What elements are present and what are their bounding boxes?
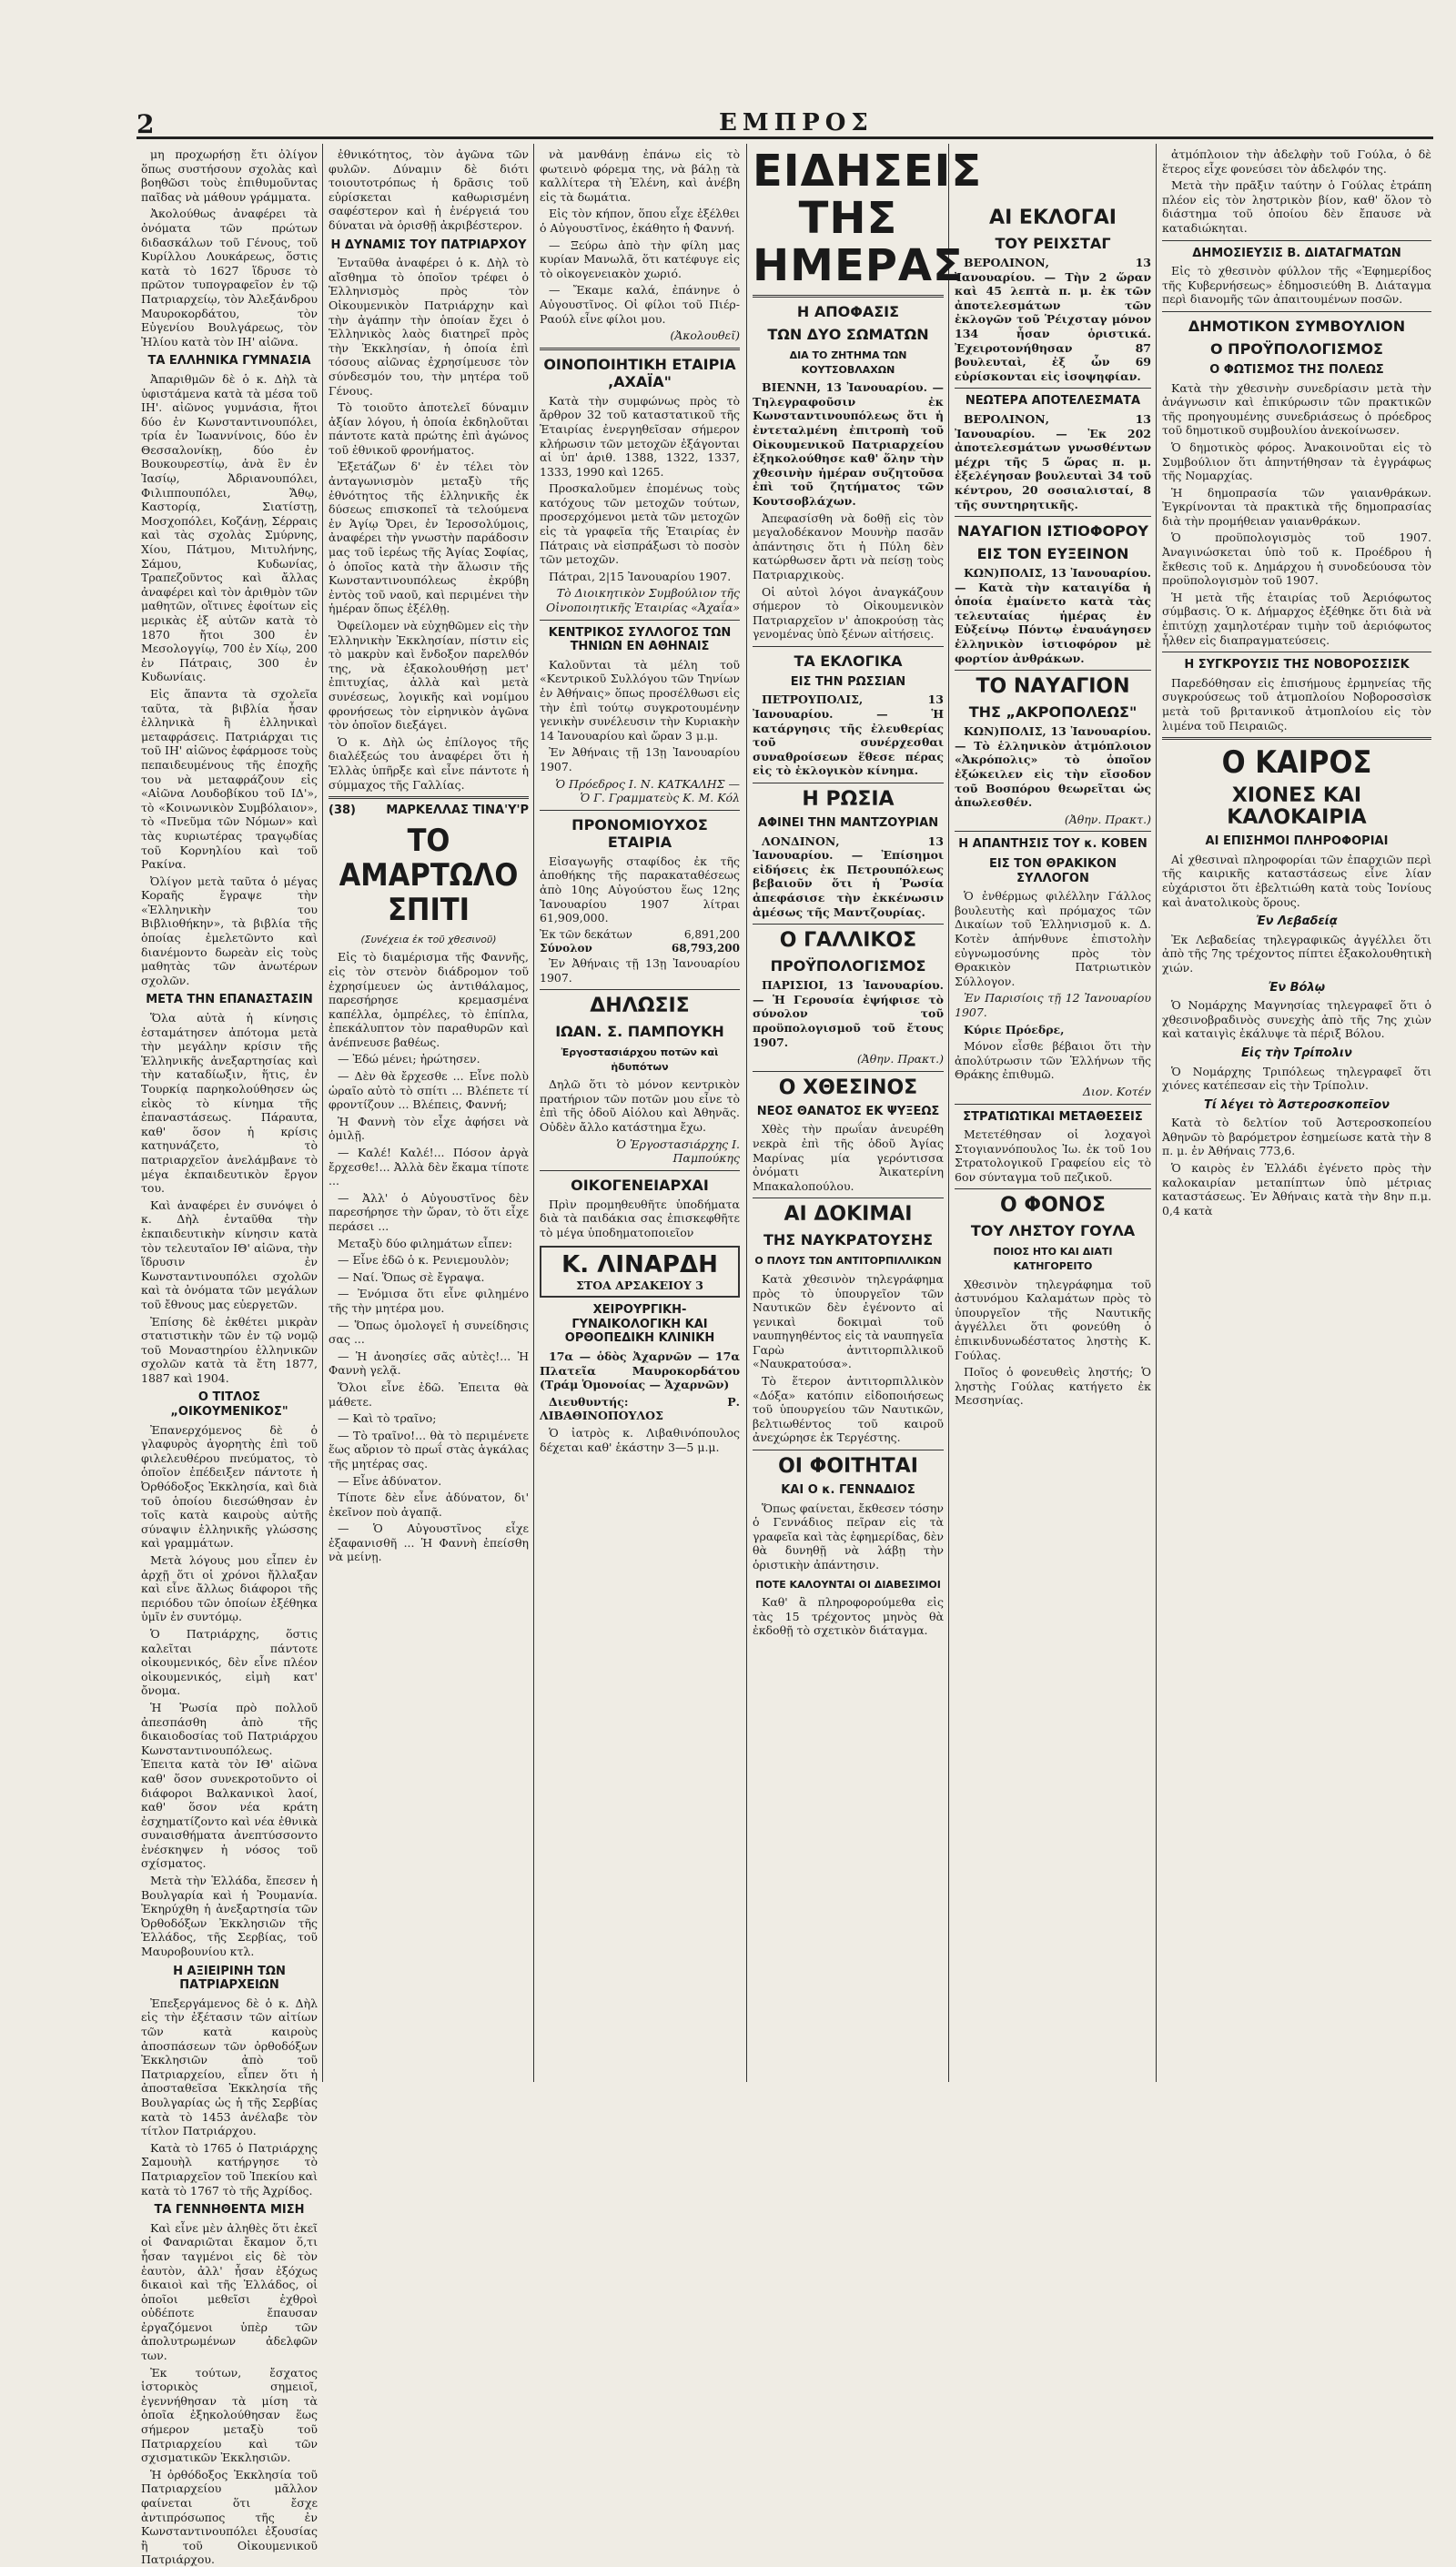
- section-heading: ΜΕΤΑ ΤΗΝ ΕΠΑΝΑΣΤΑΣΙΝ: [146, 993, 313, 1007]
- notice-heading: ΟΙΝΟΠΟΙΗΤΙΚΗ ΕΤΑΙΡΙΑ ,ΑΧΑΪΑ": [543, 355, 736, 390]
- paragraph: Εἰς τὸ διαμέρισμα τῆς Φαννῆς, εἰς τὸν στενὸν διάδρομον τοῦ ἐχρησίμευεν ὡς ἀντιθάλαμος, παρεσήρησε κρεμασμένα καπέλλα, ὀμπρέλες, τὸ ἐπίπλα, ἐπεκάλυπτον τὸν παραθυρῶν καὶ ἀνέπνευσε βαθέως.: [329, 950, 529, 1049]
- paragraph: Καὶ ἀναφέρει ἐν συνόψει ὁ κ. Δὴλ ἐνταῦθα τὴν ἐκπαιδευτικὴν κίνησιν κατὰ τὸν τελευταῖον ΙΘ' αἰῶνα, τὴν ἵδρυσιν ἐν Κωνσταντινουπόλει σχολῶν καὶ τὰ ὀνόματα τῶν μεγάλων τοῦ ἔθνους μας εὐεργετῶν.: [141, 1198, 318, 1311]
- paragraph: ΒΕΡΟΛΙΝΟΝ, 13 Ἰανουαρίου. — Τὴν 2 ὥραν καὶ 45 λεπτὰ π. μ. ἐκ τῶν ἀποτελεσμάτων τῶν ἐκλογῶν τοῦ Ῥέιχσταγ μόνον 134 ἦσαν ὁριστικά. Ἐχειροτονήθησαν 87 βουλευταὶ, ἐξ ὧν 69 εὐρίσκονται εἰς ἰσοψηφίαν.: [955, 256, 1151, 383]
- paragraph: — Εἶνε ἐδῶ ὁ κ. Ρενιεμουλὸν;: [338, 1253, 510, 1268]
- masthead-rule: [136, 136, 1433, 139]
- paragraph: Ἐπεξεργάμενος δὲ ὁ κ. Δὴλ εἰς τὴν ἐξέτασιν τῶν αἰτίων τῶν κατὰ καιροὺς ἀποσπάσεων τῶν ὀρθοδόξων Ἐκκλησιῶν ἀπὸ τοῦ Πατριαρχείου, εἶπεν ὅτι ἡ ἀποσταθεῖσα Ἐκκλησία τῆς Βουλγαρίας ὡς ἡ τῆς Σερβίας κατὰ τὸ 1453 ἀνέλαβε τὸν τίτλον Πατριάρχου.: [141, 1996, 318, 2138]
- column-3: [535, 147, 744, 2077]
- paragraph: Ἡ δημοπρασία τῶν γαιανθράκων. Ἐγκρίνονται τὰ πρακτικὰ τῆς δημοπρασίας διὰ τὴν προμήθειαν γαιανθράκων.: [1162, 485, 1431, 528]
- news-heading: ΤΟ ΝΑΥΑΓΙΟΝ: [976, 675, 1130, 699]
- paragraph: Ἐκ Λεβαδείας τηλεγραφικῶς ἀγγέλλει ὅτι ἀπὸ τῆς 7ης τρέχοντος πίπτει ἐξακολουθητικὴ χιών.: [1162, 932, 1431, 975]
- paragraph: Εἰς τὸν κήπον, ὅπου εἶχε ἐξέλθει ὁ Αὐγουστῖνος, ἐκάθητο ἡ Φαννή.: [540, 207, 740, 235]
- paragraph: Ἀκολούθως ἀναφέρει τὰ ὀνόματα τῶν πρώτων διδασκάλων τοῦ Γένους, τοῦ Κυρίλλου Λουκάρεως, ὅστις κατὰ τὸ 1627 ἵδρυσε τὸ πρῶτον τυπογραφεῖον ἐν τῷ Πατριαρχείῳ, τὸν Ἀλεξάνδρου Μαυροκορδάτου, τὸν Εὐγενίου Βουλγάρεως, τὸν Ἠλίου κατὰ τὸν ΙΗ' αἰῶνα.: [141, 207, 318, 349]
- section-rule: [955, 1104, 1151, 1105]
- paragraph: ἀτμόπλοιον τὴν ἀδελφὴν τοῦ Γούλα, ὁ δὲ ἕτερος εἶχε φονεύσει τὸν ἀδελφόν της.: [1162, 147, 1431, 176]
- news-subheading: ΤΗΣ „ΑΚΡΟΠΟΛΕΩΣ": [968, 703, 1138, 722]
- news-subheading: ΤΟΥ ΡΕΙΧΣΤΑΓ: [995, 235, 1111, 252]
- masthead: [136, 109, 1438, 139]
- paragraph: Οἱ αὐτοὶ λόγοι ἀναγκάζουν σήμερον τὸ Οἰκουμενικὸν Πατριαρχεῖον ν' ἀποκρούσῃ τὰς γενομένας ὑπὸ ξένων αἰτήσεις.: [753, 584, 944, 642]
- paragraph: — Καλέ! Καλέ!... Πόσον ἀργὰ ἔρχεσθε!... Ἀλλὰ δὲν ἔκαμα τίποτε ...: [329, 1146, 529, 1188]
- paragraph: Κατὰ τὴν χθεσινὴν συνεδρίασιν μετὰ τὴν ἀνάγνωσιν καὶ ἐπικύρωσιν τῶν πρακτικῶν τῆς προηγουμένης συνεδριάσεως ὁ πρόεδρος τοῦ δημοτικοῦ συμβουλίου ἀνεκοίνωσεν.: [1162, 380, 1431, 438]
- signature: Διον. Κοτέν: [1082, 1084, 1151, 1098]
- figures-table: [540, 928, 740, 956]
- paragraph: Ἐν Παρισίοις τῇ 12 Ἰανουαρίου 1907.: [955, 991, 1151, 1019]
- section-rule: [753, 924, 944, 925]
- news-subheading: ΔΙΑ ΤΟ ΖΗΤΗΜΑ ΤΩΝ ΚΟΥΤΣΟΒΛΑΧΩΝ: [789, 349, 907, 376]
- news-subheading: Ἐν Λεβαδείᾳ: [1256, 915, 1338, 929]
- news-subheading: ΚΑΙ Ο κ. ΓΕΝΝΑΔΙΟΣ: [781, 1483, 915, 1498]
- column-divider: [322, 144, 323, 2082]
- serial-title: ΤΟ ΑΜΑΡΤΩΛΟ ΣΠΙΤΙ: [339, 822, 519, 928]
- news-heading: Ο ΧΘΕΣΙΝΟΣ: [778, 1076, 918, 1099]
- section-heading: Ο ΤΙΤΛΟΣ „ΟΙΚΟΥΜΕΝΙΚΟΣ": [170, 1390, 288, 1420]
- column-divider: [1156, 144, 1157, 2082]
- news-subheading: Ἐν Βόλῳ: [1268, 980, 1326, 995]
- news-subheading: ΑΙ ΕΠΙΣΗΜΟΙ ΠΛΗΡΟΦΟΡΙΑΙ: [1205, 834, 1389, 849]
- paragraph: — Ἐνόμισα ὅτι εἶνε φιλημένο τῆς τὴν μητέρα μου.: [329, 1287, 529, 1315]
- paragraph: Ἐνταῦθα ἀναφέρει ὁ κ. Δὴλ τὸ αἴσθημα τὸ ὁποῖον τρέφει ὁ Ἑλληνισμὸς πρὸς τὸν Οἰκουμενικὸν Πατριάρχην καὶ τὴν ἀγάπην τὴν ὁποίαν ἔχει ὁ Ἑλληνικὸς λαὸς διατηρεῖ πρὸς τὴν Ἐκκλησίαν, ἡ ὁποία ἐπὶ τόσους αἰῶνας ἐχρησίμευσε τὸν σύνδεσμόν του, τὴν μητέρα τοῦ Γένους.: [329, 256, 529, 398]
- paragraph: Ἡ μετὰ τῆς ἑταιρίας τοῦ Ἀεριόφωτος σύμβασις. Ὁ κ. Δήμαρχος ἐξέθηκε ὅτι διὰ νὰ ἐπιτύχῃ χαμηλοτέραν τιμὴν τοῦ ἀεριόφωτος ἦλθεν εἰς διαπραγματεύσεις.: [1162, 590, 1431, 647]
- serial-subtitle: (Συνέχεια ἐκ τοῦ χθεσινοῦ): [360, 933, 497, 945]
- paragraph: Μόνον εἶσθε βέβαιοι ὅτι τὴν ἀπολύτρωσιν τῶν Ἑλλήνων τῆς Θράκης ἐπιθυμῶ.: [955, 1039, 1151, 1082]
- paragraph: νὰ μανθάνῃ ἐπάνω εἰς τὸ φωτεινὸ φόρεμα της, νὰ βάλῃ τὰ καλλίτερα τὴ Ἑλένη, καὶ ἀνέβη εἰς τὰ δωμάτια.: [540, 147, 740, 204]
- paragraph: Ἐν Ἀθήναις τῇ 13ῃ Ἰανουαρίου 1907.: [540, 745, 740, 773]
- section-rule: [540, 810, 740, 811]
- paragraph: Ὁ Πατριάρχης, ὅστις καλεῖται πάντοτε οἰκουμενικός, δὲν εἶνε πλέον οἰκουμενικός, εἰμὴ κατ' ὄνομα.: [141, 1626, 318, 1698]
- paragraph: Ἐν Ἀθήναις τῇ 13ῃ Ἰανουαρίου 1907.: [540, 955, 740, 985]
- paragraph: Ἐξετάζων δ' ἐν τέλει τὸν ἀνταγωνισμὸν μεταξὺ τῆς ἐθνότητος τῆς ἑλληνικῆς ἐκ δύσεως επισκοπεῖ τὰ τελούμενα ἐν Ἁγίῳ Ὄρει, ἐν Ἱεροσολύμοις, ἀναφέρει τὴν γνωστὴν παράδοσιν μας τοῦ ἱερέως τῆς Ἁγίας Σοφίας, ὁ ὁποῖος κατὰ τὴν ἅλωσιν τῆς Κωνσταντινουπόλεως ἐκρύβη ἐντὸς τοῦ ναοῦ, καὶ περιμένει τὴν ἡμέραν ὅπως ἐξέλθῃ.: [329, 460, 529, 616]
- section-rule: [753, 646, 944, 647]
- paragraph: Ἐκ τούτων, ἔσχατος ἱστορικὸς σημειοῖ, ἐγεννήθησαν τὰ μίση τὰ ὁποῖα ἐξηκολούθησαν ἕως σήμερον μεταξὺ τοῦ Πατριαρχείου καὶ τῶν σχισματικῶν Ἐκκλησιῶν.: [141, 2365, 318, 2465]
- paragraph: Μετὰ τὴν Ἑλλάδα, ἔπεσεν ἡ Βουλγαρία καὶ ἡ Ῥουμανία. Ἐκηρύχθη ἡ ἀνεξαρτησία τῶν Ὀρθοδόξων Ἐκκλησιῶν τῆς Ἑλλάδος, τῆς Σερβίας, τοῦ Μαυροβουνίου κτλ.: [141, 1874, 318, 1959]
- paragraph: Μεταξὺ δύο φιλημάτων εἶπεν:: [338, 1236, 512, 1250]
- column-1: [136, 147, 322, 2567]
- section-heading: ΤΑ ΕΛΛΗΝΙΚΑ ΓΥΜΝΑΣΙΑ: [147, 354, 311, 369]
- column-divider: [948, 144, 949, 2082]
- paragraph: ἐθνικότητος, τὸν ἀγῶνα τῶν φυλῶν. Δύναμιν δὲ διότι τοιουτοτρόπως ἡ δρᾶσις τοῦ εὑρίσκεται καθωρισμένη σαφέστερον καὶ ἡ ἐνέργειά του δύναται νὰ ὁρισθῇ ἀκριβέστερον.: [329, 147, 529, 232]
- paragraph: Ὁ προϋπολογισμὸς τοῦ 1907. Ἀναγινώσκεται ὑπὸ τοῦ κ. Προέδρου ἡ ἔκθεσις τοῦ κ. Δημάρχου ἡ συνοδεύουσα τὸν προϋπολογισμὸν τοῦ 1907.: [1162, 531, 1431, 588]
- paragraph: Μετὰ λόγους μου εἶπεν ἐν ἀρχῇ ὅτι οἱ χρόνοι ἤλλαξαν καὶ εἶνε ἄλλως διάφοροι τῆς περιόδου τῶν ὁποίων ἐξέθηκα ὑμῖν ἐν συντόμῳ.: [141, 1553, 318, 1624]
- news-heading: Ο ΦΟΝΟΣ: [1000, 1194, 1106, 1218]
- signature: Ὁ Ἐργοστασιάρχης Ι. Παμπούκης: [616, 1137, 740, 1166]
- ad-name: Κ. ΛΙΝΑΡΔΗ: [561, 1250, 718, 1278]
- paragraph: Ἡ Ῥωσία πρὸ πολλοῦ ἀπεσπάσθη ἀπὸ τῆς δικαιοδοσίας τοῦ Πατριάρχου Κωνσταντινουπόλεως. Ἐπειτα κατὰ τὸν ΙΘ' αἰῶνα καθ' ὅσον συνεκροτοῦντο οἱ διάφοροι Βαλκανικοὶ λαοί, καθ' ὅσον νέα κράτη ἐσχηματίζοντο καὶ νέα ἐθνικὰ συναισθήματα ἀνεπτύσσοντο ἐνέσκηψεν ἡ νόσος τοῦ σχίσματος.: [141, 1700, 318, 1871]
- paragraph: ΒΙΕΝΝΗ, 13 Ἰανουαρίου. — Τηλεγραφοῦσιν ἐκ Κωνσταντινουπόλεως ὅτι ἡ ἐντεταλμένη ἐπιτροπὴ τοῦ Οἰκουμενικοῦ Πατριαρχείου ἐξηκολούθησε καθ' ὅλην τὴν χθεσινὴν ἡμέραν συζητοῦσα ἐπὶ τοῦ ζητήματος τῶν Κουτσοβλάχων.: [753, 380, 944, 508]
- section-rule: [753, 1071, 944, 1072]
- signature: Ὁ Πρόεδρος Ι. Ν. ΚΑΤΚΑΛΗΣ — Ὁ Γ. Γραμματεὺς Κ. Μ. Κόλ: [555, 776, 740, 805]
- notice-subheading: ΙΩΑΝ. Σ. ΠΑΜΠΟΥΚΗ: [555, 1023, 724, 1041]
- paragraph: Ὁ Νομάρχης Μαγνησίας τηλεγραφεῖ ὅτι ὁ χθεσινοβραδινὸς συνεχὴς ἀπὸ τῆς 7ης χιὼν καὶ καταιγὶς ἐκάλυψε τὰ πέριξ Βόλου.: [1162, 998, 1431, 1041]
- news-heading: ΤΩΝ ΔΥΟ ΣΩΜΑΤΩΝ: [767, 326, 929, 343]
- section-rule: [955, 670, 1151, 671]
- paragraph: Καὶ εἶνε μὲν ἀληθὲς ὅτι ἐκεῖ οἱ Φαναριῶται ἔκαμον ὅ,τι ἦσαν ταγμένοι εἰς δὲ τὸν ἑαυτὸν, ἀλλ' ἦσαν ἐξόχως δικαιοὶ καὶ τῆς Ἑλλάδος, οἱ ὁποῖοι μεθεῖσι ἐχθροὶ οὐδέποτε ἔπαυσαν ἐργαζόμενοι ὑπὲρ τῶν ἀπολυτρωμένων ἀδελφῶν των.: [141, 2220, 318, 2363]
- paragraph: ΒΕΡΟΛΙΝΟΝ, 13 Ἰανουαρίου. — Ἐκ 202 ἀποτελεσμάτων γνωσθέντων μέχρι τῆς 5 ὥρας π. μ. ἐξελέγησαν βουλευταὶ 34 τοῦ κέντρου, 20 σοσιαλισταί, 8 τῆς συντηρητικῆς.: [955, 411, 1151, 511]
- paragraph: Κύριε Πρόεδρε,: [964, 1022, 1065, 1036]
- news-subheading: Ο ΦΩΤΙΣΜΟΣ ΤΗΣ ΠΟΛΕΩΣ: [1209, 362, 1384, 377]
- banner-spacer: [955, 147, 1151, 202]
- section-rule: [955, 1188, 1151, 1189]
- paragraph: Ποῖος ὁ φονευθεὶς ληστής; Ὁ ληστὴς Γούλας κατήγετο ἐκ Μεσσηνίας.: [955, 1365, 1151, 1408]
- news-subheading: ΕΙΣ ΤΗΝ ΡΩΣΣΙΑΝ: [790, 674, 906, 689]
- table-row: [540, 942, 740, 956]
- paragraph: — Ἐδώ μένει; ἠρώτησεν.: [338, 1052, 480, 1066]
- news-heading: ΣΤΡΑΤΙΩΤΙΚΑΙ ΜΕΤΑΘΕΣΕΙΣ: [963, 1109, 1143, 1124]
- news-subheading: Ο ΠΡΟΫΠΟΛΟΓΙΣΜΟΣ: [1210, 339, 1383, 358]
- paragraph: — Εἶνε ἀδύνατον.: [338, 1473, 442, 1488]
- section-rule: [329, 796, 529, 799]
- ad-heading: ΧΕΙΡΟΥΡΓΙΚΗ-ΓΥΝΑΙΚΟΛΟΓΙΚΗ ΚΑΙ ΟΡΘΟΠΕΔΙΚΗ ΚΛΙΝΙΚΗ: [564, 1303, 715, 1346]
- news-heading: ΑΙ ΕΚΛΟΓΑΙ: [989, 207, 1117, 229]
- paragraph: Καλοῦνται τὰ μέλη τοῦ «Κεντρικοῦ Συλλόγου τῶν Τηνίων ἐν Ἀθήναις» ὅπως προσέλθωσι εἰς τὴν ἐπὶ τούτῳ συγκροτουμένην γενικὴν συνέλευσιν τὴν Κυριακὴν 14 Ἰανουαρίου καὶ ὥραν 3 μ.μ.: [540, 657, 740, 743]
- paragraph: — Ὁ Αὐγουστῖνος εἶχε ἐξαφανισθῆ ... Ἡ Φαννὴ ἐπείσθη νὰ μείνῃ.: [329, 1521, 529, 1564]
- news-subheading: ΤΗΣ ΝΑΥΚΡΑΤΟΥΣΗΣ: [763, 1231, 934, 1249]
- news-heading: ΧΙΟΝΕΣ ΚΑΙ ΚΑΛΟΚΑΙΡΙΑ: [1227, 784, 1367, 830]
- paragraph: Τὸ τοιοῦτο ἀποτελεῖ δύναμιν ἀξίαν λόγου, ἡ ὁποία ἐκδηλοῦται πάντοτε κατὰ πρώτης ἐπὶ ἀγώνος τοῦ ἐθνικοῦ φρονήματος.: [329, 400, 529, 457]
- table-cell: 68,793,200: [671, 942, 740, 955]
- news-heading: ΝΑΥΑΓΙΟΝ ΙΣΤΙΟΦΟΡΟΥ: [957, 522, 1148, 541]
- advertisement: [540, 1246, 740, 1299]
- paragraph: Ὀλίγον μετὰ ταῦτα ὁ μέγας Κοραῆς ἔγραψε τὴν «Ἑλληνικὴν του Βιβλιοθήκην», τὰ βιβλία τῆς ὁποίας ἐμελετῶντο καὶ διανέμοντο δωρεὰν εἰς τοὺς μαθητὰς τῶν ἀνωτέρων σχολῶν.: [141, 874, 318, 987]
- news-subheading: ΕΙΣ ΤΟΝ ΘΡΑΚΙΚΟΝ ΣΥΛΛΟΓΟΝ: [988, 857, 1117, 885]
- paragraph: Κατὰ τὸ δελτίον τοῦ Ἀστεροσκοπείου Ἀθηνῶν τὸ βαρόμετρον ἐσημείωσε κατὰ τὴν 8 π. μ. ἐν Ἀθήναις 773,6.: [1162, 1116, 1431, 1158]
- news-subheading: Τί λέγει τὸ Ἀστεροσκοπεῖον: [1204, 1097, 1390, 1112]
- paragraph: Ὀφείλομεν νὰ εὐχηθῶμεν εἰς τὴν Ἑλληνικὴν Ἐκκλησίαν, πίστιν εἰς τὸ μακρὺν καὶ ἔνδοξον παρελθόν της, νὰ ἐξακολουθήσῃ μετ' ἐπιτυχίας, ἀλλὰ καὶ μετὰ συνέσεως, λογικῆς καὶ νομίμου φρονήσεως τὸν εἰρηνικὸν ἀγῶνα τὸν ὁποῖον διεξάγει.: [329, 619, 529, 733]
- paragraph: — Τὸ τραῖνο!... θὰ τὸ περιμένετε ἕως αὔριον τὸ πρωΐ στὰς ἀγκάλας τῆς μητέρας σας.: [329, 1428, 529, 1470]
- news-subheading: ΕΙΣ ΤΟΝ ΕΥΞΕΙΝΟΝ: [976, 545, 1129, 563]
- table-cell: Σύνολον: [540, 942, 592, 955]
- paragraph: Ἡ Φαννὴ τὸν εἶχε ἀφήσει νὰ ὁμιλῇ.: [329, 1114, 529, 1143]
- news-banner: ΕΙΔΗΣΕΙΣ ΤΗΣ ΗΜΕΡΑΣ: [753, 147, 944, 298]
- column-divider: [746, 144, 747, 2082]
- paragraph: Δηλῶ ὅτι τὸ μόνον κεντρικὸν πρατήριον τῶν ποτῶν μου εἶνε τὸ ἐπὶ τῆς ὁδοῦ Αἰόλου καὶ Ἀθηνᾶς. Οὐδὲν ἄλλο κατάστημα ἔχω.: [540, 1077, 740, 1135]
- paragraph: Εἰς ἅπαντα τὰ σχολεῖα ταῦτα, τὰ βιβλία ἦσαν ἑλληνικὰ ἢ ἑλληνικαὶ μεταφράσεις. Πατριάρχαι τις τοῦ ΙΗ' αἰῶνος ἐφάρμοσε τοὺς πεπαιδευμένους τῆς ἐποχῆς του νὰ μεταφράζουν εἰς «Αἰῶνα Λουδοβίκου τοῦ ΙΔ'», τὸ «Κοινωνικὸν Συμβόλαιον», τὸ «Πνεῦμα τῶν Νόμων» καὶ τὰς κυριωτέρας τραγῳδίας τοῦ Κορνηλίου καὶ τοῦ Ρακίνα.: [141, 686, 318, 872]
- ad-heading: ΟΙΚΟΓΕΝΕΙΑΡΧΑΙ: [571, 1176, 709, 1194]
- news-heading: ΤΑ ΕΚΛΟΓΙΚΑ: [794, 652, 903, 670]
- paragraph: Πάτραι, 2|15 Ἰανουαρίου 1907.: [549, 569, 732, 583]
- paragraph: Εἰς τὸ χθεσινὸν φύλλον τῆς «Ἐφημερίδος τῆς Κυβερνήσεως» ἐδημοσιεύθη Β. Διάταγμα περὶ διανομῆς τῶν ἀπαιτουμένων ποσῶν.: [1162, 264, 1431, 307]
- section-heading: Η ΔΥΝΑΜΙΣ ΤΟΥ ΠΑΤΡΙΑΡΧΟΥ: [330, 237, 527, 252]
- source-note: (Ἀθην. Πρακτ.): [1064, 812, 1151, 826]
- news-heading: Η ΣΥΓΚΡΟΥΣΙΣ ΤΗΣ ΝΟΒΟΡΟΣΣΙΣΚ: [1184, 658, 1410, 672]
- paragraph: Ἀπεφασίσθη νὰ δοθῇ εἰς τὸν μεγαλοδέκανον Μουνὴρ πασᾶν ἀπάντησις ὅτι ἡ Πύλη δὲν κατώρθωσεν ἄρτι νὰ πείσῃ τοὺς Πατριαρχικοὺς.: [753, 510, 944, 581]
- news-subheading: ΑΦΙΝΕΙ ΤΗΝ ΜΑΝΤΖΟΥΡΙΑΝ: [757, 816, 939, 831]
- news-heading: ΟΙ ΦΟΙΤΗΤΑΙ: [778, 1455, 918, 1479]
- news-subheading: ΝΕΟΣ ΘΑΝΑΤΟΣ ΕΚ ΨΥΞΕΩΣ: [756, 1104, 940, 1118]
- section-heading: Η ΑΞΙΕΙΡΙΝΗ ΤΩΝ ΠΑΤΡΙΑΡΧΕΙΩΝ: [173, 1964, 286, 1993]
- paragraph: — Ἀλλ' ὁ Αὐγουστῖνος δὲν παρεσήρησε τὴν ὥραν, τὸ ὅτι εἶχε περάσει ...: [329, 1190, 529, 1233]
- paragraph: — Ναί. Ὅπως σὲ ἔγραψα.: [338, 1269, 485, 1284]
- paragraph: — Καὶ τὸ τραῖνο;: [338, 1411, 437, 1426]
- column-5: [950, 147, 1156, 2077]
- section-rule: [540, 348, 740, 350]
- news-heading: Η ΑΠΑΝΤΗΣΙΣ ΤΟΥ κ. ΚΟΒΕΝ: [958, 837, 1148, 852]
- continued-note: (Ἀκολουθεῖ): [670, 328, 740, 343]
- notice-heading: ΠΡΟΝΟΜΙΟΥΧΟΣ ΕΤΑΙΡΙΑ: [571, 815, 708, 851]
- news-heading: Η ΡΩΣΙΑ: [802, 788, 895, 812]
- paragraph: μη προχωρήσῃ ἔτι ὀλίγον ὅπως συστήσουν σχολὰς καὶ βοηθῶσι τοὺς ἐπιθυμοῦντας παῖδας νὰ μάθουν γράμματα.: [141, 147, 318, 204]
- table-cell: Ἐκ τῶν δεκάτων: [540, 927, 632, 941]
- paragraph: Ὅπως φαίνεται, ἔκθεσεν τόσην ὁ Γεννάδιος πεῖραν εἰς τὰ γραφεῖα καὶ τὰς ἐφημερίδας, δὲν θὰ δυνηθῇ νὰ λάβῃ τὴν ὁριστικὴν ἀπάντησιν.: [753, 1501, 944, 1572]
- column-4: [748, 146, 983, 2077]
- paragraph: Μετὰ τὴν πρᾶξιν ταύτην ὁ Γούλας ἐτράπη πλέον εἰς τὸν ληστρικὸν βίον, καθ' ὅλον τὸ διάστημα τοῦ ὁποίου δὲν ἔπαυσε νὰ καταδιώκηται.: [1162, 178, 1431, 235]
- table-row: [540, 928, 740, 943]
- paragraph: Παρεδόθησαν εἰς ἐπισήμους ἐρμηνείας τῆς συγκρούσεως τοῦ ἀτμοπλοίου Νοβοροσσὶσκ μετὰ τοῦ βριτανικοῦ ἀτμοπλοίου εἰς τὸν λιμένα τοῦ Πειραιῶς.: [1162, 675, 1431, 733]
- table-cell: 6,891,200: [683, 927, 740, 941]
- paragraph: ΚΩΝ)ΠΟΛΙΣ, 13 Ἰανουαρίου. — Τὸ ἑλληνικὸν ἀτμόπλοιον «Ἀκρόπολις» τὸ ὁποῖον ἐξώκειλεν εἰς τὴν εἴσοδον τοῦ Βοσπόρου θεωρεῖται ὡς ἀπωλεσθέν.: [955, 724, 1151, 810]
- news-subheading: Ο ΠΛΟΥΣ ΤΩΝ ΑΝΤΙΤΟΡΠΙΛΛΙΚΩΝ: [754, 1255, 942, 1268]
- paragraph: 17α — ὁδὸς Ἀχαρνῶν — 17α Πλατεῖα Μαυροκορδάτου (Τράμ Ὁμονοίας — Ἀχαρνῶν): [540, 1349, 740, 1392]
- paragraph: Ἐπανερχόμενος δὲ ὁ γλαφυρὸς ἀγορητὴς ἐπὶ τοῦ φιλελευθέρου πνεύματος, τὸ ὁποῖον ἐπέδειξεν πάντοτε ἡ Ὀρθόδοξος Ἐκκλησία, καὶ διὰ τοῦ ὁποίου διεσώθησαν ἐν τοῖς κατὰ καιροὺς αὐτῆς σύναψιν ἑλληνικῆς γλώσσης καὶ γραμμάτων.: [141, 1422, 318, 1551]
- paragraph: ΛΟΝΔΙΝΟΝ, 13 Ἰανουαρίου. — Ἐπίσημοι εἰδήσεις ἐκ Πετρουπόλεως βεβαιοῦν ὅτι ἡ Ῥωσία ἀπεφάσισε τὴν ἐκκένωσιν ἀμέσως τῆς Μαντζουρίας.: [753, 834, 944, 919]
- news-heading: ΔΗΜΟΣΙΕΥΣΙΣ Β. ΔΙΑΤΑΓΜΑΤΩΝ: [1192, 246, 1401, 260]
- section-rule: [1162, 737, 1431, 740]
- column-6: [1158, 147, 1436, 2077]
- section-rule: [955, 831, 1151, 832]
- paragraph: Χθὲς τὴν πρωΐαν ἀνευρέθη νεκρὰ ἐπὶ τῆς ὁδοῦ Ἀγίας Μαρίνας μία γερόντισσα ὀνόματι Ἀικατερίνη Μπακαλοπούλου.: [753, 1122, 944, 1193]
- paragraph: ΠΕΤΡΟΥΠΟΛΙΣ, 13 Ἰανουαρίου. — Ἡ κατάργησις τῆς ἐλευθερίας τοῦ συνέρχεσθαι συναθροίσεων ἕθεσε πέρας εἰς τὸ ἐκλογικὸν κίνημα.: [753, 692, 944, 778]
- newspaper-title: ΕΜΠΡΟΣ: [719, 109, 874, 136]
- paragraph: Κατὰ τὴν συμφώνως πρὸς τὸ ἄρθρον 32 τοῦ καταστατικοῦ τῆς Ἑταιρίας ἐνεργηθεῖσαν σήμερον κλήρωσιν τῶν μετοχῶν ἐξάγονται αἱ ὑπ' ἀριθ. 1388, 1322, 1337, 1333, 1990 καὶ 1265.: [540, 393, 740, 479]
- news-heading: Ο ΓΑΛΛΙΚΟΣ: [779, 929, 917, 953]
- news-heading: ΔΗΜΟΤΙΚΟΝ ΣΥΜΒΟΥΛΙΟΝ: [1188, 317, 1406, 335]
- section-rule: [955, 388, 1151, 389]
- news-heading: ΑΙ ΔΟΚΙΜΑΙ: [784, 1203, 913, 1227]
- ad-address: ΣΤΟΑ ΑΡΣΑΚΕΙΟΥ 3: [576, 1278, 703, 1292]
- serial-header: [329, 803, 529, 818]
- news-subheading: ΠΟΙΟΣ ΗΤΟ ΚΑΙ ΔΙΑΤΙ ΚΑΤΗΓΟΡΕΙΤΟ: [993, 1246, 1113, 1273]
- paragraph: Εἰσαγωγῆς σταφίδος ἐκ τῆς ἀποθήκης τῆς παρακαταθέσεως ἀπὸ 10ης Αὐγούστου ἕως 12ης Ἰανουαρίου 1907 λίτραι 61,909,000.: [540, 854, 740, 925]
- section-rule: [955, 516, 1151, 517]
- paragraph: Ὁ ἐνθέρμως φιλέλλην Γάλλος βουλευτὴς καὶ πρόμαχος τῶν Δικαίων τοῦ Ἑλληνισμοῦ κ. Δ. Κοτὲν ἀπήνθυνε ἐπιστολὴν εὐγνωμοσύνης πρὸς τὸν Θρακικὸν Πατριωτικὸν Σύλλογον.: [955, 889, 1151, 988]
- paragraph: Κατὰ τὸ 1765 ὁ Πατριάρχης Σαμουὴλ κατήργησε τὸ Πατριαρχεῖον τοῦ Ἰπεκίου καὶ κατὰ τὸ 1767 τὸ τῆς Ἀχρίδος.: [141, 2140, 318, 2198]
- news-subheading: ΠΡΟΫΠΟΛΟΓΙΣΜΟΣ: [770, 957, 926, 975]
- paragraph: — Ξεύρω ἀπὸ τὴν φίλη μας κυρίαν Μανωλᾶ, ὅτι κατέφυγε εἰς τὸ οἰκογενειακὸν χωριό.: [540, 237, 740, 280]
- paragraph: — Ὅπως ὁμολογεῖ ἡ συνείδησις σας ...: [329, 1318, 529, 1347]
- serial-number: (38): [329, 803, 356, 818]
- paragraph: Ἡ ὀρθόδοξος Ἐκκλησία τοῦ Πατριαρχείου μᾶλλον φαίνεται ὅτι ἔσχε ἀντιπρόσωπος τῆς ἐν Κωνσταντινουπόλει ἐξουσίας ἢ τοῦ Οἰκουμενικοῦ Πατριάρχου.: [141, 2467, 318, 2567]
- source-note: (Ἀθην. Πρακτ.): [856, 1052, 944, 1066]
- news-heading: ΝΕΩΤΕΡΑ ΑΠΟΤΕΛΕΣΜΑΤΑ: [965, 394, 1141, 409]
- paragraph: Αἱ χθεσιναὶ πληροφορίαι τῶν ἐπαρχιῶν περὶ τῆς καιρικῆς καταστάσεως εἶνε λίαν εὐχάριστοι ὅτι ἐβελτιώθη κατὰ τοὺς Ἰονίους καὶ ἀνατολικοὺς ὅρους.: [1162, 852, 1431, 909]
- page-number: 2: [136, 109, 155, 139]
- paragraph: Ὁ ἰατρὸς κ. Λιβαθινόπουλος δέχεται καθ' ἑκάστην 3—5 μ.μ.: [540, 1425, 740, 1454]
- weather-banner: Ο ΚΑΙΡΟΣ: [1221, 744, 1372, 782]
- news-subheading: ΠΟΤΕ ΚΑΛΟΥΝΤΑΙ ΟΙ ΔΙΑΒΕΣΙΜΟΙ: [755, 1578, 941, 1591]
- column-2: [324, 147, 533, 2077]
- paragraph: Ὁ καιρὸς ἐν Ἑλλάδι ἐγένετο πρὸς τὴν καλοκαιρίαν μεταπίπτων ὑπὸ μέτριας καταστάσεως. Ἐν Ἀθήναις κατὰ τὴν 8ην π.μ. 0,4 κατὰ: [1162, 1161, 1431, 1218]
- notice-heading: ΚΕΝΤΡΙΚΟΣ ΣΥΛΛΟΓΟΣ ΤΩΝ ΤΗΝΙΩΝ ΕΝ ΑΘΗΝΑΙΣ: [548, 625, 732, 654]
- paragraph: Ὅλα αὐτὰ ἡ κίνησις ἐσταμάτησεν ἀπότομα μετὰ τὴν μεγάλην κρίσιν τῆς Ἑλληνικῆς ἀνεξαρτησίας καὶ τὴν καταδίωξιν, ἥτις, ἐν Τουρκίᾳ παρηκολούθησεν ὡς εἰκὸς τὸ κίνημα τῆς ἐπαναστάσεως. Πάραυτα, καθ' ὅσον ἡ κρίσις κατηυνάζετο, τὸ πατριαρχεῖον ἀνελάμβανε τὸ μέγα ἐκπαιδευτικὸν ἔργον του.: [141, 1011, 318, 1196]
- paragraph: Τὸ ἕτερον ἀντιτορπιλλικὸν «Δόξα» κατόπιν εἰδοποιήσεως τοῦ ὑπουργείου τῶν Ναυτικῶν, βελτιωθέντος τοῦ καιροῦ ἀνεχώρησε ἐκ Τεργέστης.: [753, 1374, 944, 1445]
- paragraph: Ἐπίσης δὲ ἐκθέτει μικρὰν στατιστικὴν τῶν ἐν τῷ νομῷ τοῦ Μοναστηρίου ἑλληνικῶν σχολῶν κατὰ τὰ ἔτη 1877, 1887 καὶ 1904.: [141, 1314, 318, 1385]
- paragraph: Κατὰ χθεσινὸν τηλεγράφημα πρὸς τὸ ὑπουργεῖον τῶν Ναυτικῶν δὲν ἐγένοντο αἱ γενικαὶ δοκιμαὶ τοῦ ναυπηγηθέντος εἰς τὰ ναυπηγεῖα Γαρὼ ἀντιτορπιλλικοῦ «Ναυκρατούσα».: [753, 1271, 944, 1371]
- section-rule: [540, 989, 740, 990]
- notice-subheading: Ἐργοστασιάρχου ποτῶν καὶ ἡδυπότων: [561, 1046, 719, 1073]
- section-heading: ΤΑ ΓΕΝΝΗΘΕΝΤΑ ΜΙΣΗ: [154, 2203, 305, 2218]
- signature: Τὸ Διοικητικὸν Συμβούλιον τῆς Οἰνοποιητικῆς Ἑταιρίας «Ἀχαΐα»: [545, 586, 740, 615]
- paragraph: Προσκαλοῦμεν ἐπομένως τοὺς κατόχους τῶν μετοχῶν τούτων, προσερχόμενοι μετὰ τῶν μετοχῶν εἰς τὰ γραφεῖα τῆς Ἑταιρίας ἐν Πάτραις νὰ εἰσπράξωσι τὸ ποσὸν τῶν μετοχῶν.: [540, 481, 740, 567]
- paragraph: Ὁ κ. Δὴλ ὡς ἐπίλογος τῆς διαλέξεώς του ἀναφέρει ὅτι ἡ Ἑλλὰς ὑπῆρξε καὶ εἶνε πάντοτε ἡ σύμμαχος τῆς Γαλλίας.: [329, 734, 529, 792]
- paragraph: — Ἔκαμε καλά, ἐπάνηνε ὁ Αὐγουστῖνος. Οἱ φίλοι τοῦ Πιέρ-Ραούλ εἶνε φίλοι μου.: [540, 283, 740, 326]
- paragraph: Ἀπαριθμῶν δὲ ὁ κ. Δὴλ τὰ ὑφιστάμενα κατὰ τὰ μέσα τοῦ ΙΗ'. αἰῶνος γυμνάσια, ἥτοι δύο ἐν Κωνσταντινουπόλει, τρία ἐν Ἰωαννίνοις, δύο ἐν Θεσσαλονίκῃ, δύο ἐν Βουκουρεστίῳ, ἀνὰ ἓν ἐν Ἰασίῳ, Ἀδριανουπόλει, Φιλιππουπόλει, Ἄθῳ, Καστορίᾳ, Σιατίστῃ, Μοσχοπόλει, Κοζάνῃ, Σέρραις καὶ τὰς σχολὰς Σμύρνης, Χίου, Πάτμου, Μιτυλήνης, Σάμου, Κυδωνίας, Τραπεζοῦντος καὶ ἄλλας ἀναφέρει καὶ τὸν ἀριθμὸν τῶν μαθητῶν, οἵτινες ἐφοίτων εἰς μερικὰς ἐξ αὐτῶν κατὰ τὸ 1870 ἤτοι 300 ἐν Μεσολογγίῳ, 700 ἐν Χίῳ, 200 ἐν Πάτραις, 300 ἐν Κυδωνίαις.: [141, 371, 318, 684]
- paragraph: Μετετέθησαν οἱ λοχαγοὶ Στογιαννόπουλος Ἰω. ἐκ τοῦ 1ου Στρατολογικοῦ Γραφείου εἰς τὸ 6ον σύνταγμα τοῦ πεζικοῦ.: [955, 1127, 1151, 1184]
- paragraph: — Δὲν θὰ ἔρχεσθε ... Εἶνε πολὺ ὡραῖο αὐτὸ τὸ σπίτι ... Βλέπετε τί φροντίζουν ... Βλέπεις, Φαννή;: [329, 1069, 529, 1112]
- section-rule: [1162, 240, 1431, 241]
- news-subheading: ΤΟΥ ΛΗΣΤΟΥ ΓΟΥΛΑ: [970, 1222, 1136, 1240]
- paragraph: Διευθυντής: Ρ. ΛΙΒΑΘΙΝΟΠΟΥΛΟΣ: [540, 1394, 740, 1423]
- paragraph: — Ἡ ἀνοησίες σᾶς αὐτὲς!... Ἡ Φαννὴ γελᾷ.: [329, 1349, 529, 1378]
- paragraph: Ὁ δημοτικὸς φόρος. Ἀνακοινοῦται εἰς τὸ Συμβούλιον ὅτι ἀπηντήθησαν τὰ ἐγγράφως τῆς Νομαρχίας.: [1162, 440, 1431, 483]
- section-rule: [1162, 311, 1431, 312]
- paragraph: Χθεσινὸν τηλεγράφημα τοῦ ἀστυνόμου Καλαμάτων πρὸς τὸ ὑπουργεῖον τῆς Ναυτικῆς ἀγγέλλει ὅτι φονεύθη ὁ ἐπικινδυνωδέστατος ληστὴς Κ. Γούλας.: [955, 1277, 1151, 1362]
- section-rule: [540, 1170, 740, 1171]
- section-rule: [540, 620, 740, 621]
- paragraph: ΠΑΡΙΣΙΟΙ, 13 Ἰανουαρίου. — Ἡ Γερουσία ἐψήφισε τὸ σύνολον τοῦ προϋπολογισμοῦ τοῦ ἔτους 1907.: [753, 978, 944, 1049]
- paragraph: Ὁ Νομάρχης Τριπόλεως τηλεγραφεῖ ὅτι χιόνες κατέπεσαν εἰς τὴν Τρίπολιν.: [1162, 1064, 1431, 1093]
- news-subheading: Εἰς τὴν Τρίπολιν: [1241, 1046, 1352, 1060]
- paragraph: Καθ' ἃ πληροφορούμεθα εἰς τὰς 15 τρέχοντος μηνὸς θὰ ἐκδοθῇ τὸ σχετικὸν διάταγμα.: [753, 1595, 944, 1638]
- paragraph: Ὅλοι εἶνε ἐδῶ. Ἐπειτα θὰ μάθετε.: [329, 1380, 529, 1409]
- news-heading: Η ΑΠΟΦΑΣΙΣ: [796, 303, 900, 320]
- notice-heading: ΔΗΛΩΣΙΣ: [590, 995, 690, 1018]
- paragraph: Τίποτε δὲν εἶνε ἀδύνατον, δι' ἐκεῖνον ποὺ ἀγαπᾷ.: [329, 1491, 529, 1519]
- column-divider: [533, 144, 534, 2082]
- paragraph: ΚΩΝ)ΠΟΛΙΣ, 13 Ἰανουαρίου. — Κατὰ τὴν καταιγίδα ἡ ὁποία ἐμαίνετο κατὰ τὰς τελευταίας ἡμέρας ἐν Εὐξείνῳ Πόντῳ ἐναυάγησεν ἑλληνικὸν ἱστιοφόρον μὲ φορτίον ἀνθράκων.: [955, 566, 1151, 665]
- serial-author: ΜΑΡΚΕΛΛΑΣ ΤΙΝΑ'Υ'Ρ: [386, 803, 529, 818]
- paragraph: Πρὶν προμηθευθῆτε ὑποδήματα διὰ τὰ παιδάκια σας ἐπισκεφθῆτε τὸ μέγα ὑποδηματοποιεῖον: [540, 1197, 740, 1240]
